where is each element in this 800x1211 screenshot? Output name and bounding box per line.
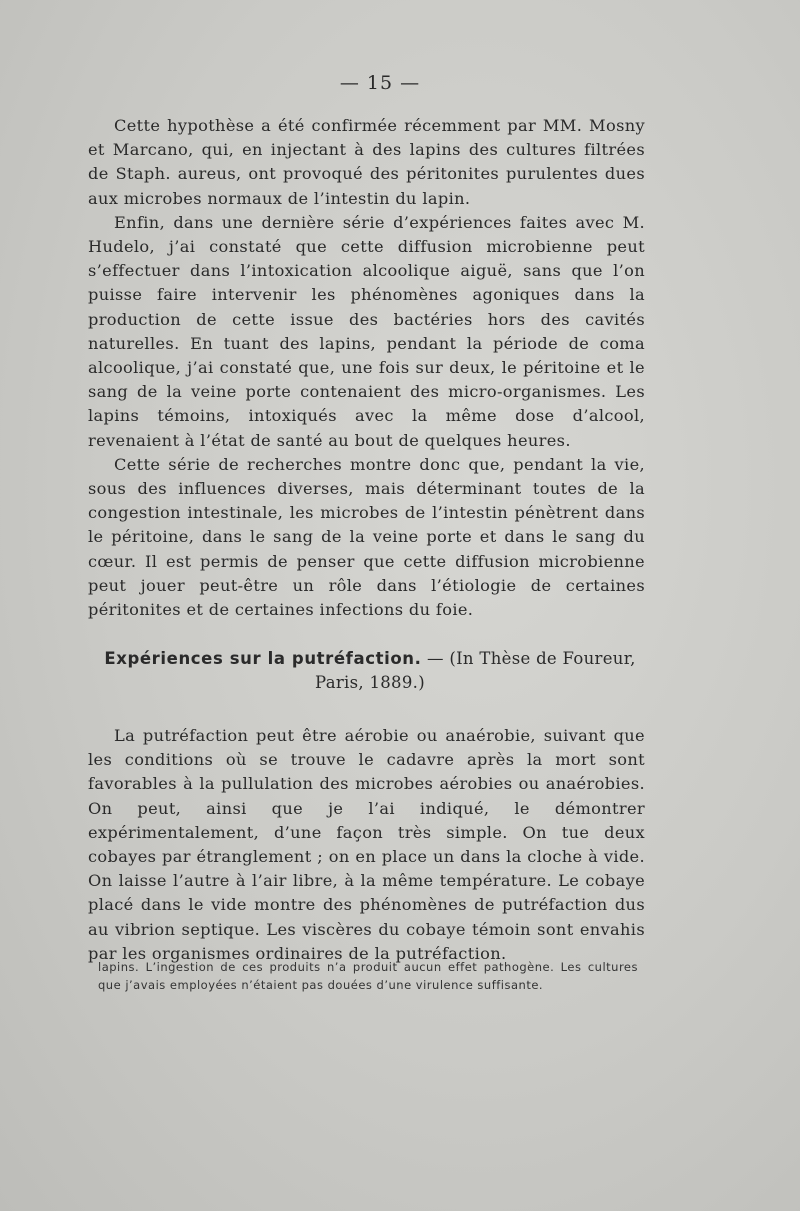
heading-reference: — (In Thèse de Foureur, Paris, 1889.)	[315, 649, 636, 692]
page-number: — 15 —	[339, 72, 421, 94]
paragraph: Cette série de recherches montre donc que, pendant la vie, sous des influences diverses, mais déterminant toutes de la congestion intestinale, les microbes de l’intestin pénètrent dans le péritoine, dans le sang de la veine porte et dans le sang du cœur. Il est permis de penser que cette diffusion microbienne peut jouer peut-être un rôle dans l’étiologie de certaines péritonites et de certaines infections du foie.	[88, 454, 645, 620]
section-heading	[100, 647, 640, 695]
section-putrefaction	[88, 724, 645, 966]
heading-title: Expériences sur la putréfaction.	[104, 649, 422, 668]
paragraph: La putréfaction peut être aérobie ou anaérobie, suivant que les conditions où se trouve le cadavre après la mort sont favorables à la pullulation des microbes aérobies ou anaérobies. On peut, ainsi que je l’ai indiqué, le démontrer expérimentalement, d’une façon très simple. On tue deux cobayes par étranglement ; on en place un dans la cloche à vide. On laisse l’autre à l’air libre, à la même température. Le cobaye placé dans le vide montre des phénomènes de putréfaction dus au vibrion septique. Les viscères du cobaye témoin sont envahis par les organismes ordinaires de la putréfaction.	[88, 726, 645, 963]
section-intestinal-diffusion	[88, 114, 645, 622]
paragraph: Cette hypothèse a été confirmée récemment par MM. Mosny et Marcano, qui, en injectant à des lapins des cultures filtrées de Staph. aureus, ont provoqué des péritonites purulentes dues aux microbes normaux de l’intestin du lapin.	[88, 116, 645, 208]
paragraph: Enfin, dans une dernière série d’expériences faites avec M. Hudelo, j’ai constaté que cette diffusion microbienne peut s’effectuer dans l’intoxication alcoolique aiguë, sans que l’on puisse faire intervenir les phénomènes agoniques dans la production de cette issue des bactéries hors des cavités naturelles. En tuant des lapins, pendant la période de coma alcoolique, j’ai constaté que, une fois sur deux, le péritoine et le sang de la veine porte contenaient des micro-organismes. Les lapins témoins, intoxiqués avec la même dose d’alcool, revenaient à l’état de santé au bout de quelques heures.	[88, 212, 645, 450]
footnote	[98, 958, 638, 994]
footnote-text: lapins. L’ingestion de ces produits n’a produit aucun effet pathogène. Les cultures que j’avais employées n’étaient pas douées d’une virulence suffisante.	[98, 960, 638, 992]
